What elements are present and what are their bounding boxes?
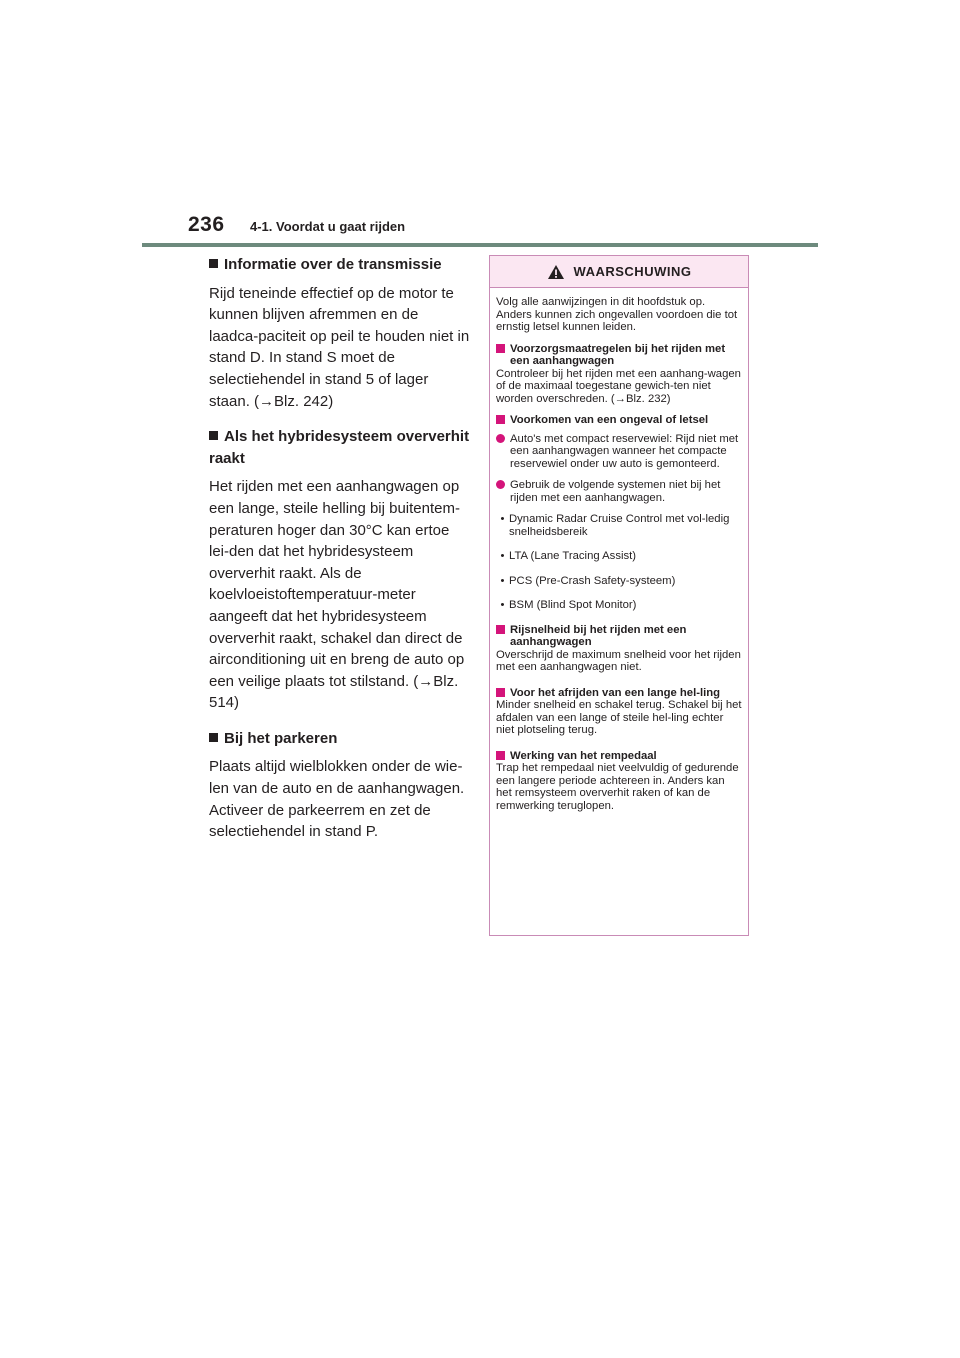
warning-intro: Volg alle aanwijzingen in dit hoofdstuk op. Anders kunnen zich ongevallen voordoen die tot ernstig letsel kunnen leiden. — [496, 296, 738, 333]
square-bullet-icon — [496, 625, 505, 634]
section-heading: Informatie over de transmissie — [224, 256, 442, 273]
list-item: Auto's met compact reservewiel: Rijd niet met een aanhangwagen wanneer het compacte reservewiel onder uw auto is gemonteerd. — [496, 433, 742, 471]
list-item: Gebruik de volgende systemen niet bij het rijden met een aanhangwagen. — [496, 479, 742, 504]
warning-section-heading: Rijsnelheid bij het rijden met een aanhangwagen — [496, 624, 742, 649]
square-bullet-icon — [209, 733, 218, 742]
warning-triangle-icon — [547, 264, 565, 280]
square-bullet-icon — [209, 431, 218, 440]
square-bullet-icon — [209, 259, 218, 268]
section-title: 4-1. Voordat u gaat rijden — [250, 219, 406, 234]
square-bullet-icon — [496, 415, 505, 424]
warning-section-text: Minder snelheid en schakel terug. Schakel bij het afdalen van een lange of steile hel-ling echter niet plotseling terug. — [496, 699, 742, 736]
section-body: Het rijden met een aanhangwagen op een lange, steile helling bij buitentem-peraturen hoger dan 30°C kan ertoe lei-den dat het hybridesysteem oververhit raakt. Als de koelvloeistoftemperatuur-meter aangeeft dat het hybridesysteem oververhit raakt, schakel dan direct de airconditioning uit en breng de auto op een veilige plaats tot stilstand. (→Blz. 514) — [209, 478, 465, 712]
page-number: 236 — [188, 213, 225, 236]
list-item: • BSM (Blind Spot Monitor) — [500, 599, 637, 611]
section-body: Plaats altijd wielblokken onder de wie-len van de auto en de aanhangwagen. Activeer de parkeerrem en zet de selectiehendel in stand P. — [209, 758, 465, 841]
warning-section-heading: Voor het afrijden van een lange hel-ling — [496, 687, 742, 700]
warning-section-heading: Werking van het rempedaal — [496, 750, 742, 763]
warning-box — [489, 255, 749, 936]
warning-section-heading: Voorkomen van een ongeval of letsel — [496, 414, 742, 427]
warning-header — [490, 256, 748, 288]
section-transmission — [209, 254, 471, 412]
warning-title: WAARSCHUWING — [573, 264, 692, 279]
section-heading: Bij het parkeren — [224, 729, 338, 747]
warning-body — [490, 288, 748, 812]
square-bullet-icon — [496, 688, 505, 697]
list-item: • LTA (Lane Tracing Assist) — [500, 550, 637, 562]
left-column — [209, 254, 471, 857]
circle-bullet-icon — [496, 434, 505, 443]
warning-section-text: Trap het rempedaal niet veelvuldig of gedurende een langere periode achtereen in. Anders kan het remsysteem oververhit raken of kan de remwerking teruglopen. — [496, 762, 739, 812]
circle-bullet-icon — [496, 480, 505, 489]
list-item: • PCS (Pre-Crash Safety-systeem) — [500, 574, 676, 587]
header-rule — [142, 243, 818, 247]
section-heading: Als het hybridesysteem oververhit raakt — [209, 428, 470, 467]
section-parking — [209, 728, 471, 843]
warning-section-heading: Voorzorgsmaatregelen bij het rijden met een aanhangwagen — [496, 343, 742, 368]
list-item: • Dynamic Radar Cruise Control met vol-ledig snelheidsbereik — [500, 513, 730, 538]
square-bullet-icon — [496, 344, 505, 353]
section-overheat — [209, 426, 471, 714]
warning-section-text: Overschrijd de maximum snelheid voor het rijden met een aanhangwagen niet. — [496, 648, 741, 673]
section-body: Rijd teneinde effectief op de motor te kunnen blijven afremmen en de laadca-paciteit op peil te houden niet in stand D. In stand S moet de selectiehendel in stand 5 of lager staan. (→Blz. 242) — [209, 284, 470, 410]
warning-section-text: Controleer bij het rijden met een aanhang-wagen of de maximaal toegestane gewich-ten niet worden overschreden. (→Blz. 232) — [496, 367, 741, 405]
square-bullet-icon — [496, 751, 505, 760]
